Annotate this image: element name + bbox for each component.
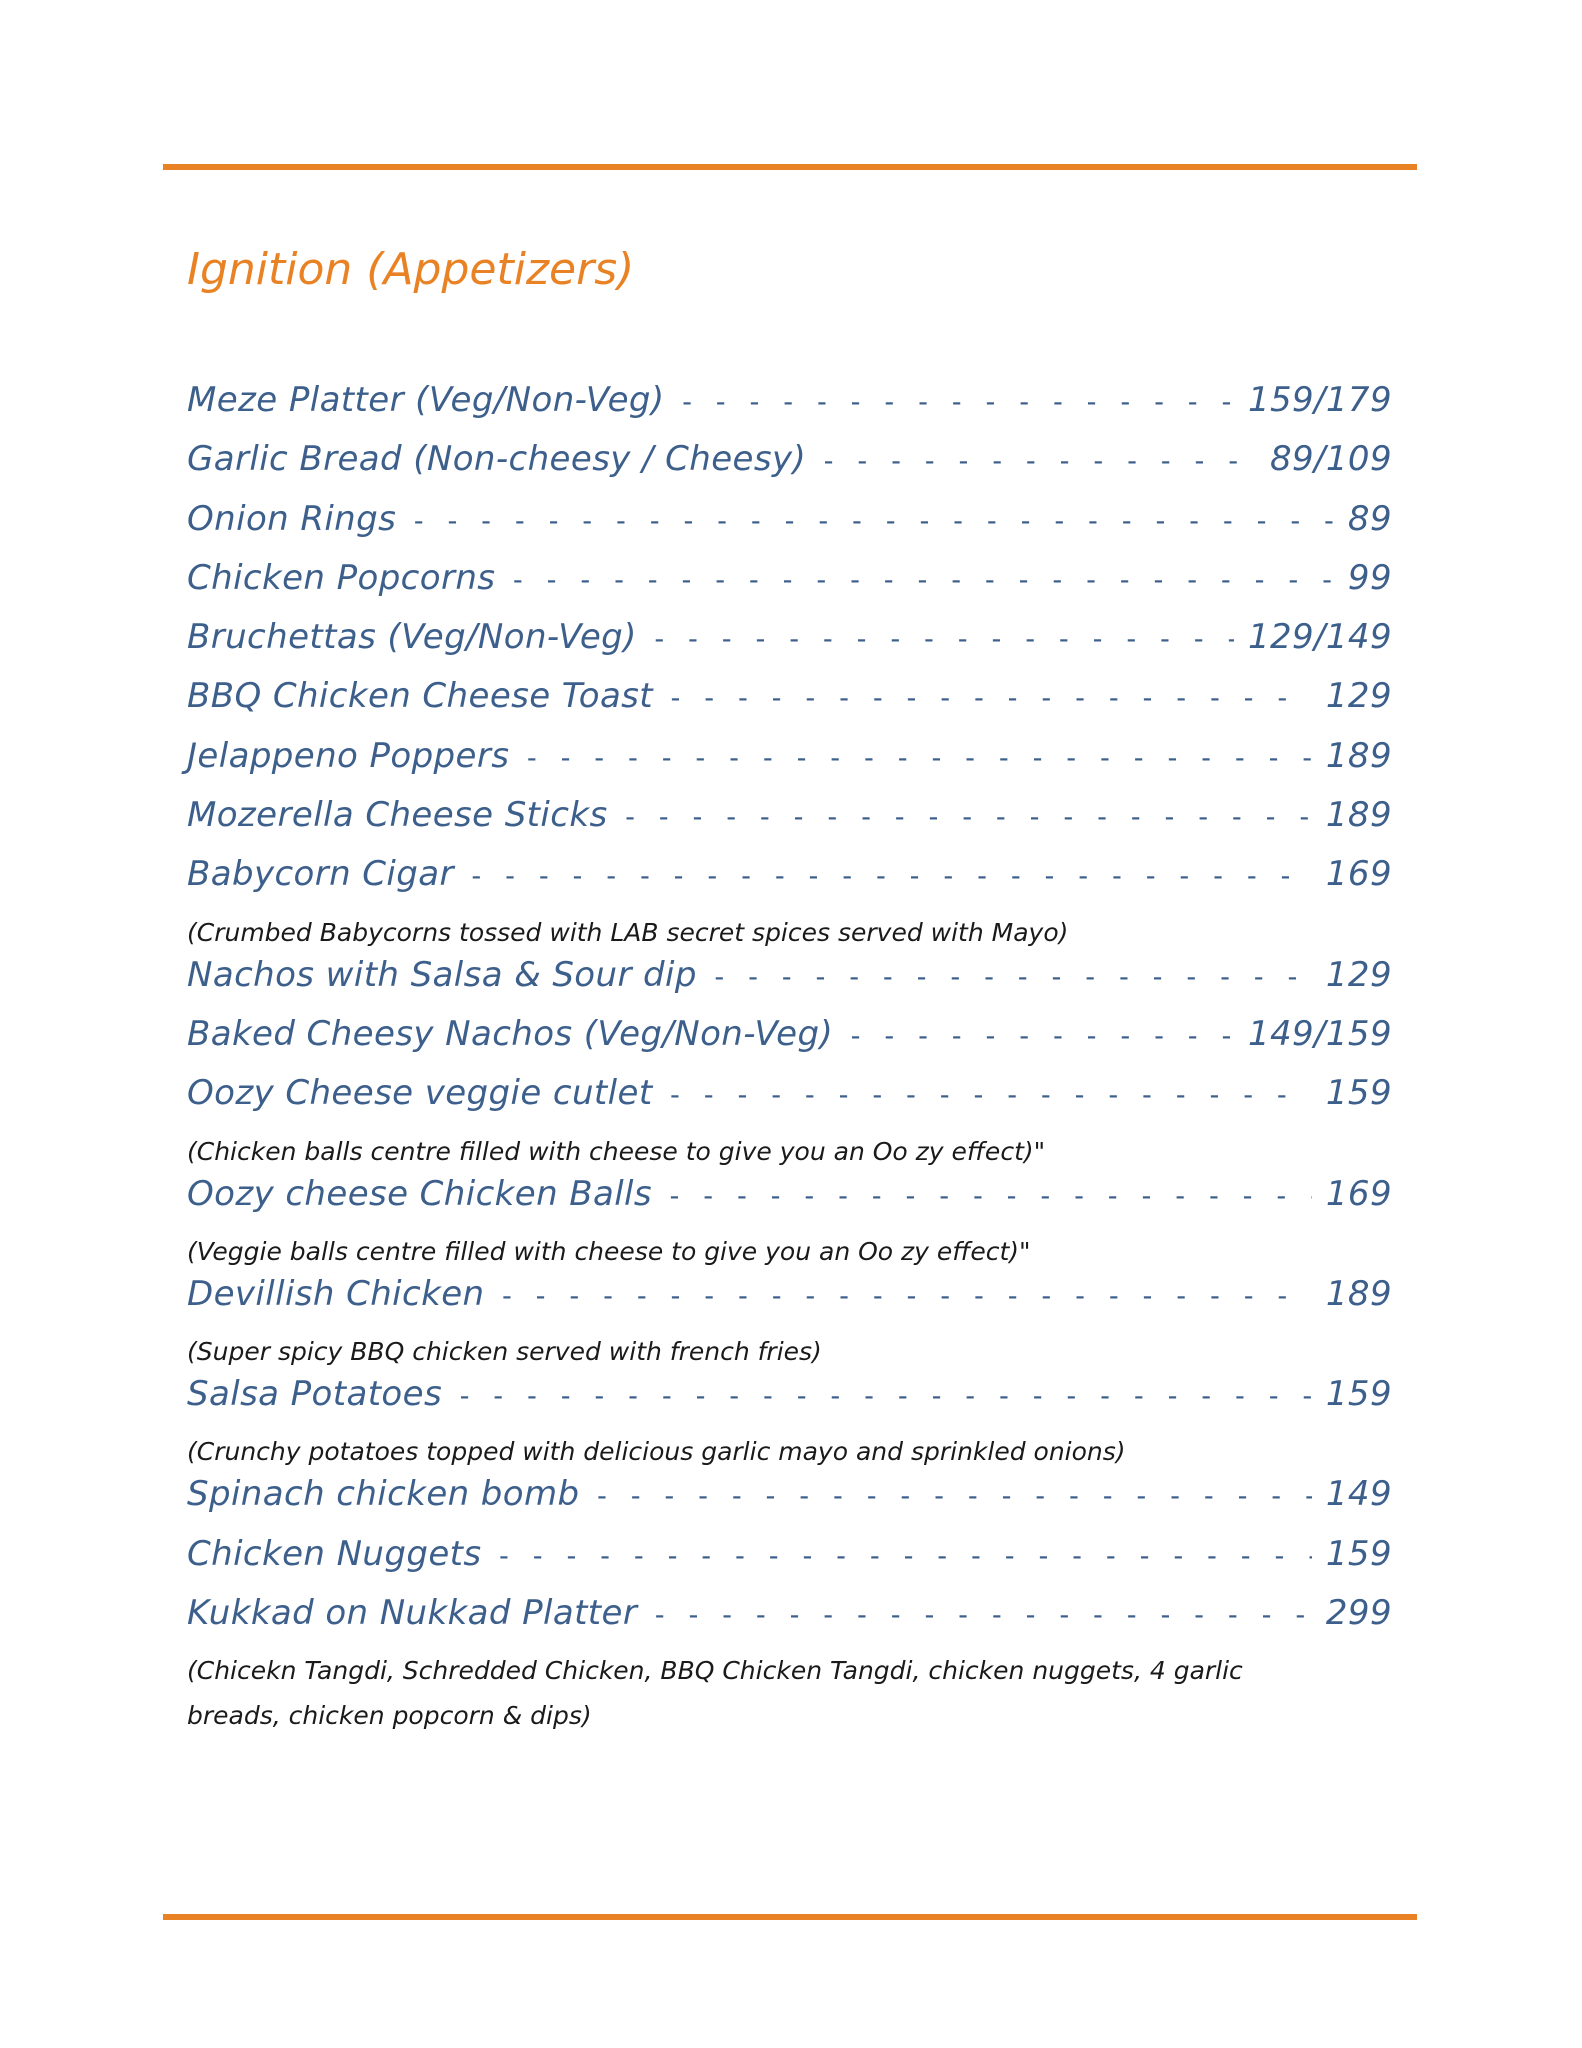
menu-item-name: Bruchettas (Veg/Non-Veg) xyxy=(187,617,637,658)
menu-item-price: 129 xyxy=(1325,676,1392,717)
menu-item-name: Jelappeno Poppers xyxy=(187,735,510,776)
menu-item-price: 299 xyxy=(1325,1593,1392,1634)
menu-entry xyxy=(187,955,1392,1014)
dotted-leader xyxy=(651,622,1234,655)
menu-entry xyxy=(187,1073,1392,1173)
menu-item-price: 99 xyxy=(1347,557,1392,598)
dotted-leader xyxy=(711,960,1312,993)
menu-item-row xyxy=(187,1593,1392,1652)
top-divider xyxy=(163,164,1417,170)
menu-item-row xyxy=(187,380,1392,439)
menu-item-description: (Super spicy BBQ chicken served with french fries) xyxy=(187,1337,822,1367)
dotted-leader xyxy=(666,1179,1312,1212)
menu-item-description: (Crunchy potatoes topped with delicious garlic mayo and sprinkled onions) xyxy=(187,1437,1126,1467)
menu-entry xyxy=(187,795,1392,854)
menu-item-description: (Chicekn Tangdi, Schredded Chicken, BBQ Chicken Tangdi, chicken nuggets, 4 garlic breads, chicken popcorn & dips) xyxy=(187,1656,1243,1731)
dotted-leader xyxy=(820,444,1256,477)
menu-item-price: 129 xyxy=(1325,954,1392,995)
menu-item-price: 189 xyxy=(1325,735,1392,776)
menu-item-name: Chicken Popcorns xyxy=(187,557,496,598)
menu-item-row xyxy=(187,439,1392,498)
menu-entry xyxy=(187,499,1392,558)
menu-entry xyxy=(187,1474,1392,1533)
menu-item-name: Mozerella Cheese Sticks xyxy=(187,795,608,836)
menu-item-name: Garlic Bread (Non-cheesy / Cheesy) xyxy=(187,439,807,480)
menu-item-row xyxy=(187,558,1392,617)
menu-entry xyxy=(187,558,1392,617)
menu-item-name: Oozy Cheese veggie cutlet xyxy=(187,1073,653,1114)
dotted-leader xyxy=(847,1019,1234,1052)
dotted-leader xyxy=(509,563,1334,596)
menu-item-name: Kukkad on Nukkad Platter xyxy=(187,1593,638,1634)
menu-entry xyxy=(187,439,1392,498)
dotted-leader xyxy=(498,1279,1311,1312)
menu-entry xyxy=(187,854,1392,954)
dotted-leader xyxy=(496,1539,1312,1572)
menu-item-row xyxy=(187,499,1392,558)
menu-item-name: BBQ Chicken Cheese Toast xyxy=(187,676,654,717)
menu-item-price: 159 xyxy=(1325,1073,1392,1114)
menu-item-price: 169 xyxy=(1325,854,1392,895)
menu-item-row xyxy=(187,736,1392,795)
menu-item-price: 89/109 xyxy=(1269,439,1392,480)
menu-item-row xyxy=(187,795,1392,854)
menu-item-description: (Crumbed Babycorns tossed with LAB secret spices served with Mayo) xyxy=(187,917,1069,947)
menu-entry xyxy=(187,1593,1392,1738)
menu-item-row xyxy=(187,617,1392,676)
menu-item-row xyxy=(187,955,1392,1014)
menu-item-description: (Veggie balls centre filled with cheese to give you an Oo zy effect)" xyxy=(187,1236,1031,1266)
dotted-leader xyxy=(651,1598,1312,1631)
menu-entry xyxy=(187,617,1392,676)
menu-item-row xyxy=(187,1534,1392,1593)
dotted-leader xyxy=(622,800,1312,833)
menu-entry xyxy=(187,1534,1392,1593)
dotted-leader xyxy=(679,385,1234,418)
menu-entry xyxy=(187,1274,1392,1374)
menu-item-price: 189 xyxy=(1325,795,1392,836)
dotted-leader xyxy=(456,1379,1312,1412)
menu-item-row xyxy=(187,676,1392,735)
menu-item-row xyxy=(187,1274,1392,1333)
menu-item-price: 169 xyxy=(1325,1173,1392,1214)
menu-item-price: 89 xyxy=(1347,498,1392,539)
menu-entry xyxy=(187,676,1392,735)
menu-item-row xyxy=(187,1073,1392,1132)
menu-item-price: 159 xyxy=(1325,1374,1392,1415)
menu-item-price: 159 xyxy=(1325,1533,1392,1574)
menu-item-name: Oozy cheese Chicken Balls xyxy=(187,1173,653,1214)
menu-item-name: Spinach chicken bomb xyxy=(187,1474,580,1515)
menu-entry xyxy=(187,1374,1392,1474)
menu-item-row xyxy=(187,1174,1392,1233)
menu-item-price: 129/149 xyxy=(1247,617,1392,658)
dotted-leader xyxy=(593,1479,1311,1512)
menu-item-price: 149/159 xyxy=(1247,1013,1392,1054)
menu-item-row xyxy=(187,1474,1392,1533)
menu-item-description: (Chicken balls centre filled with cheese to give you an Oo zy effect)" xyxy=(187,1136,1046,1166)
menu-item-row xyxy=(187,854,1392,913)
dotted-leader xyxy=(523,741,1312,774)
menu-item-row xyxy=(187,1374,1392,1433)
menu-item-name: Salsa Potatoes xyxy=(187,1374,443,1415)
menu-item-name: Meze Platter (Veg/Non-Veg) xyxy=(187,380,665,420)
menu-item-name: Chicken Nuggets xyxy=(187,1533,482,1574)
menu-item-row xyxy=(187,1014,1392,1073)
menu-item-name: Babycorn Cigar xyxy=(187,854,454,895)
dotted-leader xyxy=(410,504,1334,537)
menu-item-price: 149 xyxy=(1325,1474,1392,1515)
menu-item-price: 159/179 xyxy=(1247,380,1392,420)
dotted-leader xyxy=(667,681,1312,714)
menu-item-name: Onion Rings xyxy=(187,498,397,539)
menu-item-name: Devillish Chicken xyxy=(187,1273,485,1314)
dotted-leader xyxy=(468,859,1312,892)
bottom-divider xyxy=(163,1914,1417,1920)
dotted-leader xyxy=(667,1078,1312,1111)
menu-entry xyxy=(187,380,1392,439)
menu-item-name: Nachos with Salsa & Sour dip xyxy=(187,954,697,995)
menu-item-name: Baked Cheesy Nachos (Veg/Non-Veg) xyxy=(187,1013,834,1054)
menu-entry xyxy=(187,1014,1392,1073)
menu-entry xyxy=(187,736,1392,795)
appetizer-menu-list xyxy=(187,380,1392,1738)
section-title: Ignition (Appetizers) xyxy=(187,244,635,295)
menu-item-price: 189 xyxy=(1325,1273,1392,1314)
menu-entry xyxy=(187,1174,1392,1274)
